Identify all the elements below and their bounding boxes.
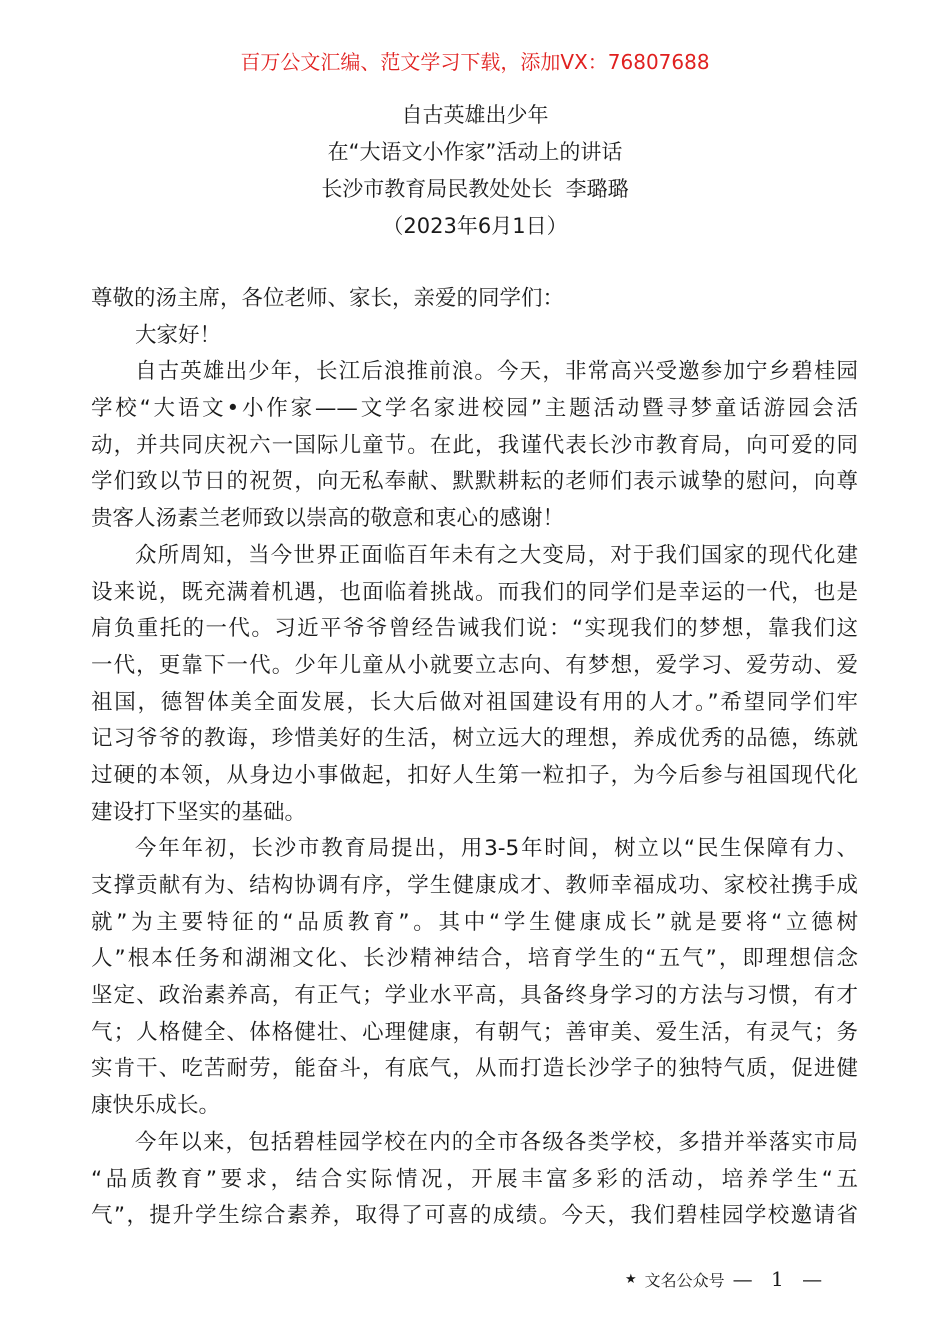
paragraph — [91, 354, 858, 537]
text-line: 就”为主要特征的“品质教育”。其中“学生健康成长”就是要将“立德树 — [91, 909, 858, 935]
text-line: 气”，提升学生综合素养，取得了可喜的成绩。今天，我们碧桂园学校邀请省 — [91, 1203, 858, 1229]
text-line: 动，并共同庆祝六一国际儿童节。在此，我谨代表长沙市教育局，向可爱的同 — [91, 432, 858, 458]
text-line: 实肯干、吃苦耐劳，能奋斗，有底气，从而打造长沙学子的独特气质，促进健 — [91, 1056, 858, 1082]
paragraph — [91, 831, 858, 1125]
paragraph — [91, 538, 858, 832]
speech-date: （2023年6月1日） — [382, 214, 568, 238]
text-line: 贵客人汤素兰老师致以崇高的敬意和衷心的感谢！ — [91, 506, 565, 532]
star-icon: ★ — [625, 1271, 637, 1287]
text-line: 学校“大语文•小作家——文学名家进校园”主题活动暨寻梦童话游园会活 — [91, 396, 858, 422]
speaker-line: 长沙市教育局民教处处长 李璐璐 — [321, 177, 629, 201]
text-line: 大家好！ — [135, 322, 222, 348]
page-footer — [625, 1267, 828, 1291]
text-line: 支撑贡献有为、结构协调有序，学生健康成才、教师幸福成功、家校社携手成 — [91, 873, 858, 898]
text-line: 坚定、政治素养高，有正气；学业水平高，具备终身学习的方法与习惯，有才 — [91, 983, 858, 1009]
salutation — [91, 281, 858, 318]
text-line: 建设打下坚实的基础。 — [91, 799, 307, 825]
text-line: 人”根本任务和湖湘文化、长沙精神结合，培育学生的“五气”，即理想信念 — [91, 946, 858, 972]
text-line: 学们致以节日的祝贺，向无私奉献、默默耕耘的老师们表示诚挚的慰问，向尊 — [91, 469, 858, 495]
text-line: 今年年初，长沙市教育局提出，用3-5年时间，树立以“民生保障有力、 — [135, 836, 858, 862]
speech-body — [91, 281, 858, 1235]
speech-subtitle: 在“大语文小作家”活动上的讲话 — [327, 140, 623, 164]
text-line: 设来说，既充满着机遇，也面临着挑战。而我们的同学们是幸运的一代，也是 — [91, 579, 858, 605]
footer-label: 文名公众号 — [644, 1270, 725, 1290]
speech-title-block — [0, 97, 950, 245]
text-line: 记习爷爷的教诲，珍惜美好的生活，树立远大的理想，养成优秀的品德，练就 — [91, 726, 858, 752]
text-line: 自古英雄出少年，长江后浪推前浪。今天，非常高兴受邀参加宁乡碧桂园 — [135, 359, 858, 385]
text-line: 祖国，德智体美全面发展，长大后做对祖国建设有用的人才。”希望同学们牢 — [91, 689, 858, 715]
text-line: 今年以来，包括碧桂园学校在内的全市各级各类学校，多措并举落实市局 — [135, 1129, 858, 1155]
speech-title: 自古英雄出少年 — [401, 103, 549, 127]
text-line: 众所周知，当今世界正面临百年未有之大变局，对于我们国家的现代化建 — [135, 542, 858, 568]
watermark-banner: 百万公文汇编、范文学习下载，添加VX：76807688 — [240, 50, 710, 74]
paragraph — [91, 318, 858, 355]
paragraph — [91, 1125, 858, 1235]
text-line: 肩负重托的一代。习近平爷爷曾经告诫我们说：“实现我们的梦想，靠我们这 — [91, 616, 858, 642]
text-line: 康快乐成长。 — [91, 1093, 221, 1119]
text-line: 尊敬的汤主席，各位老师、家长，亲爱的同学们： — [91, 286, 565, 311]
text-line: 气；人格健全、体格健壮、心理健康，有朝气；善审美、爱生活，有灵气；务 — [91, 1019, 858, 1045]
text-line: 过硬的本领，从身边小事做起，扣好人生第一粒扣子，为今后参与祖国现代化 — [91, 762, 858, 788]
text-line: 一代，更靠下一代。少年儿童从小就要立志向、有梦想，爱学习、爱劳动、爱 — [91, 652, 858, 678]
page-number: — 1 — — [732, 1267, 829, 1291]
text-line: “品质教育”要求，结合实际情况，开展丰富多彩的活动，培养学生“五 — [91, 1166, 858, 1192]
